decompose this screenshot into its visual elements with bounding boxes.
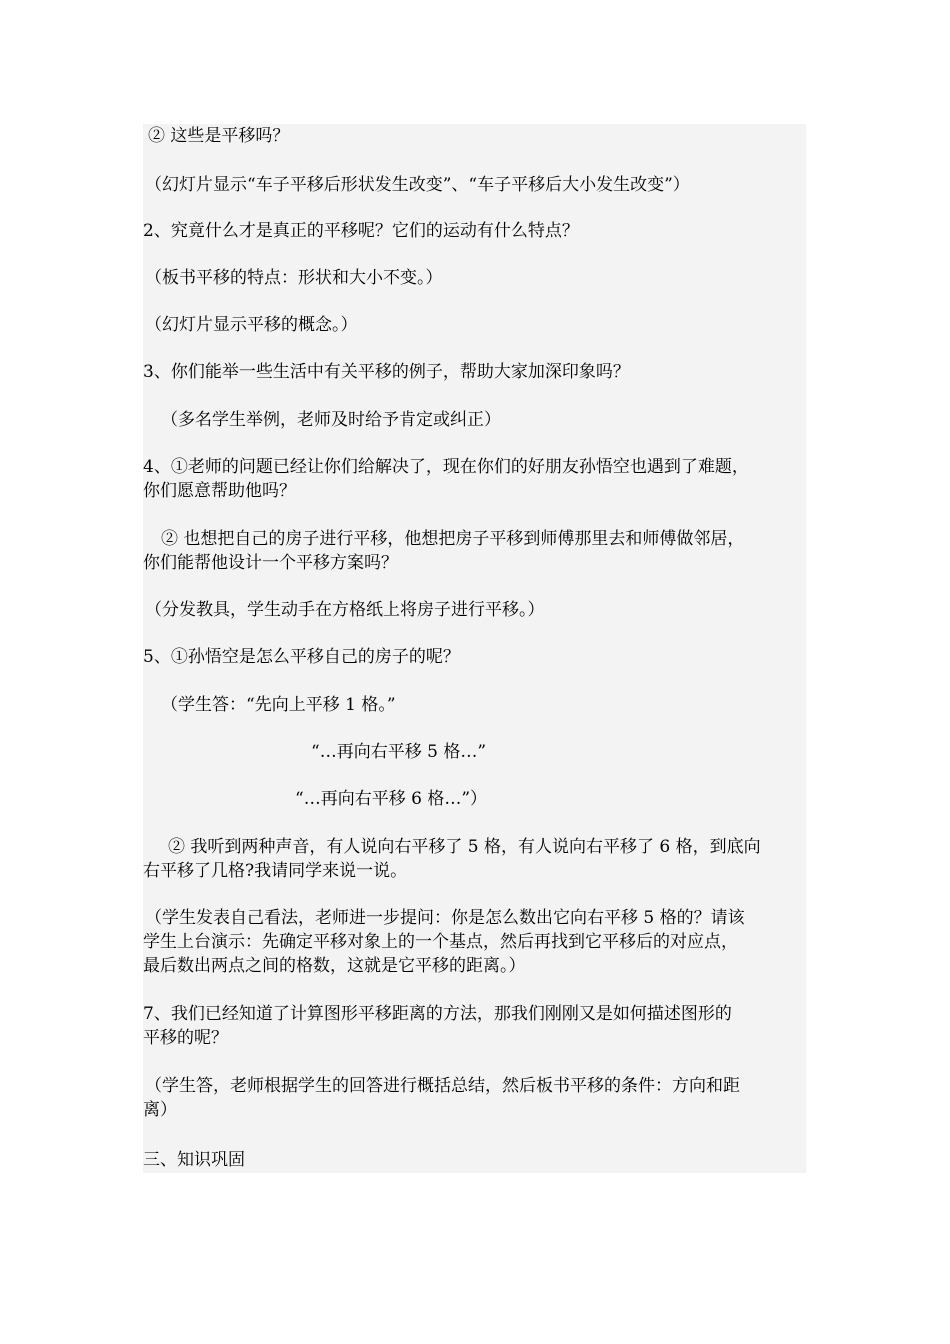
paragraph-line: 学生上台演示：先确定平移对象上的一个基点，然后再找到它平移后的对应点， [143,932,738,952]
paragraph-line: 平移的呢？ [143,1028,228,1048]
paragraph-line: （学生发表自己看法，老师进一步提问：你是怎么数出它向右平移 5 格的？请该 [145,908,745,928]
paragraph-line: （学生答，老师根据学生的回答进行概括总结，然后板书平移的条件：方向和距 [145,1076,740,1096]
paragraph-line: ② 我听到两种声音，有人说向右平移了 5 格，有人说向右平移了 6 格，到底向 [168,837,761,857]
paragraph-line: 离） [143,1100,177,1120]
paragraph: ② 这些是平移吗？ [148,126,290,146]
paragraph-line: 你们愿意帮助他吗？ [143,481,296,501]
paragraph: 3、你们能举一些生活中有关平移的例子，帮助大家加深印象吗？ [143,362,630,382]
paragraph: （多名学生举例，老师及时给予肯定或纠正） [161,410,501,430]
paragraph-line: 最后数出两点之间的格数，这就是它平移的距离。） [143,956,526,976]
paragraph: “…再向右平移 5 格…” [311,742,487,762]
paragraph: （幻灯片显示平移的概念。） [145,315,358,335]
paragraph: （分发教具，学生动手在方格纸上将房子进行平移。） [145,600,545,620]
paragraph-line: 7、我们已经知道了计算图形平移距离的方法，那我们刚刚又是如何描述图形的 [143,1004,732,1024]
paragraph: （学生答：“先向上平移 1 格。” [161,695,396,715]
paragraph: （板书平移的特点：形状和大小不变。） [145,268,443,288]
paragraph: “…再向右平移 6 格…”） [295,789,488,809]
paragraph: 2、究竟什么才是真正的平移呢？它们的运动有什么特点？ [143,221,579,241]
paragraph-line: ② 也想把自己的房子进行平移，他想把房子平移到师傅那里去和师傅做邻居， [161,529,745,549]
paragraph: 5、①孙悟空是怎么平移自己的房子的呢？ [143,647,460,667]
document-page [143,124,806,1173]
paragraph-line: 你们能帮他设计一个平移方案吗？ [143,553,398,573]
section-heading: 三、知识巩固 [143,1150,245,1170]
paragraph-line: 4、①老师的问题已经让你们给解决了，现在你们的好朋友孙悟空也遇到了难题， [143,457,749,477]
paragraph: （幻灯片显示“车子平移后形状发生改变”、“车子平移后大小发生改变”） [145,175,690,195]
paragraph-line: 右平移了几格?我请同学来说一说。 [143,861,408,881]
